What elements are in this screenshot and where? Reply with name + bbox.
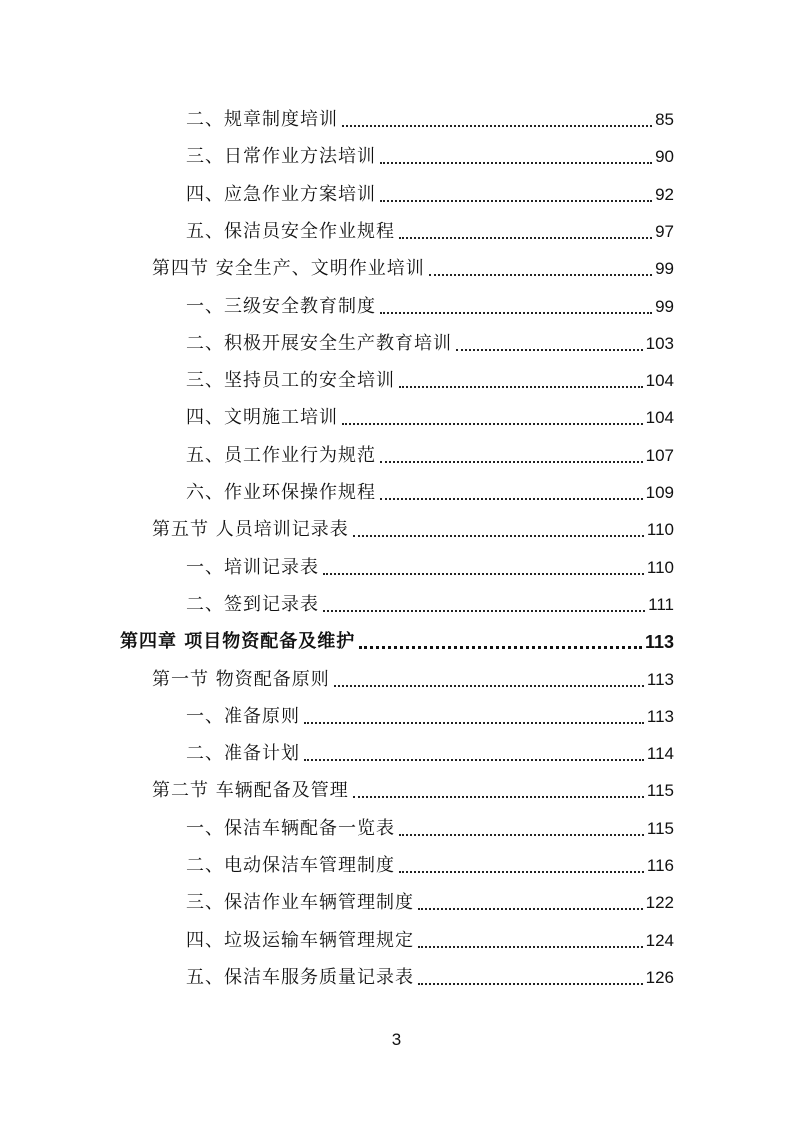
toc-entry[interactable] (186, 213, 674, 243)
toc-leader-dots (380, 498, 643, 500)
toc-entry-label: 三、坚持员工的安全培训 (186, 370, 395, 392)
toc-entry[interactable] (186, 922, 674, 952)
toc-entry[interactable] (186, 138, 674, 168)
toc-entry-label: 二、电动保洁车管理制度 (186, 855, 395, 876)
toc-entry-label: 第四章 项目物资配备及维护 (120, 631, 356, 653)
toc-entry-page: 124 (645, 930, 674, 950)
toc-entry-page: 107 (645, 445, 674, 465)
toc-entry-page: 126 (645, 967, 674, 987)
toc-entry-label: 一、培训记录表 (186, 556, 319, 578)
toc-entry-label: 第四节 安全生产、文明作业培训 (152, 258, 425, 280)
page-number: 3 (391, 1030, 402, 1049)
toc-leader-dots (323, 573, 644, 575)
toc-chapter-entry[interactable] (120, 623, 674, 653)
toc-leader-dots (304, 722, 644, 724)
toc-entry-page: 85 (655, 110, 674, 129)
toc-entry-page: 110 (646, 520, 674, 540)
toc-leader-dots (418, 908, 643, 910)
toc-leader-dots (334, 685, 644, 687)
toc-entry[interactable] (186, 176, 674, 206)
toc-entry-page: 103 (645, 333, 674, 353)
toc-entry[interactable] (186, 474, 674, 504)
toc-entry-page: 113 (644, 632, 674, 653)
toc-entry[interactable] (186, 325, 674, 355)
toc-entry-page: 90 (655, 147, 674, 167)
toc-entry[interactable] (186, 549, 674, 579)
toc-entry-page: 122 (645, 893, 674, 913)
toc-entry-page: 113 (646, 706, 674, 726)
toc-entry[interactable] (186, 698, 674, 728)
toc-leader-dots (399, 386, 643, 388)
toc-entry-page: 104 (645, 408, 674, 428)
toc-entry[interactable] (186, 810, 674, 840)
toc-entry[interactable] (186, 847, 674, 877)
toc-entry-page: 115 (646, 781, 674, 801)
toc-entry[interactable] (152, 250, 674, 280)
toc-entry-label: 二、规章制度培训 (186, 109, 338, 130)
toc-entry-page: 115 (646, 818, 674, 838)
toc-entry-label: 一、保洁车辆配备一览表 (186, 817, 395, 839)
toc-entry-label: 第一节 物资配备原则 (152, 668, 330, 690)
toc-leader-dots (399, 237, 652, 239)
toc-entry[interactable] (186, 399, 674, 429)
toc-entry[interactable] (186, 362, 674, 392)
toc-entry-label: 二、准备计划 (186, 743, 300, 765)
toc-leader-dots (456, 349, 643, 351)
toc-leader-dots (304, 759, 644, 761)
toc-entry-label: 四、文明施工培训 (186, 407, 338, 429)
toc-leader-dots (380, 461, 643, 463)
toc-entry[interactable] (186, 586, 674, 616)
toc-entry-label: 四、应急作业方案培训 (186, 183, 376, 205)
toc-leader-dots (399, 871, 644, 873)
toc-leader-dots (380, 200, 652, 202)
toc-leader-dots (380, 312, 652, 314)
toc-entry-label: 第二节 车辆配备及管理 (152, 780, 349, 802)
toc-entry-page: 110 (646, 557, 674, 577)
toc-entry-page: 111 (648, 594, 674, 614)
toc-leader-dots (353, 535, 644, 537)
toc-leader-dots (359, 646, 642, 649)
toc-leader-dots (323, 610, 645, 612)
toc-entry[interactable] (186, 437, 674, 467)
toc-entry-label: 三、保洁作业车辆管理制度 (186, 892, 414, 914)
toc-entry-label: 二、签到记录表 (186, 593, 319, 615)
toc-entry-page: 116 (646, 856, 674, 875)
toc-entry-page: 92 (655, 184, 674, 204)
toc-entry-page: 97 (655, 221, 674, 241)
toc-entry-page: 99 (655, 259, 674, 279)
toc-entry[interactable] (152, 511, 674, 541)
toc-entry-label: 一、三级安全教育制度 (186, 295, 376, 317)
toc-entry-page: 109 (645, 483, 674, 502)
toc-entry-label: 二、积极开展安全生产教育培训 (186, 332, 452, 354)
toc-leader-dots (418, 983, 643, 985)
toc-entry-label: 第五节 人员培训记录表 (152, 519, 349, 541)
toc-leader-dots (380, 162, 652, 164)
toc-leader-dots (418, 946, 643, 948)
toc-entry[interactable] (186, 101, 674, 131)
toc-entry-label: 五、保洁车服务质量记录表 (186, 966, 414, 988)
toc-entry[interactable] (186, 288, 674, 318)
toc-entry[interactable] (186, 884, 674, 914)
toc-entry-label: 五、保洁员安全作业规程 (186, 220, 395, 242)
toc-leader-dots (342, 423, 643, 425)
toc-entry[interactable] (152, 661, 674, 691)
toc-entry-page: 104 (645, 371, 674, 391)
toc-entry-page: 99 (655, 296, 674, 316)
toc-entry-label: 六、作业环保操作规程 (186, 482, 376, 503)
toc-entry-page: 114 (646, 744, 674, 764)
toc-entry[interactable] (186, 735, 674, 765)
toc-leader-dots (353, 796, 644, 798)
toc-entry-label: 五、员工作业行为规范 (186, 444, 376, 466)
toc-entry-label: 四、垃圾运输车辆管理规定 (186, 929, 414, 951)
toc-entry[interactable] (152, 772, 674, 802)
toc-entry-label: 一、准备原则 (186, 705, 300, 727)
toc-entry[interactable] (186, 959, 674, 989)
toc-leader-dots (399, 834, 644, 836)
toc-entry-page: 113 (646, 669, 674, 689)
toc-entry-label: 三、日常作业方法培训 (186, 146, 376, 168)
toc-leader-dots (342, 125, 652, 127)
toc-leader-dots (429, 274, 652, 276)
